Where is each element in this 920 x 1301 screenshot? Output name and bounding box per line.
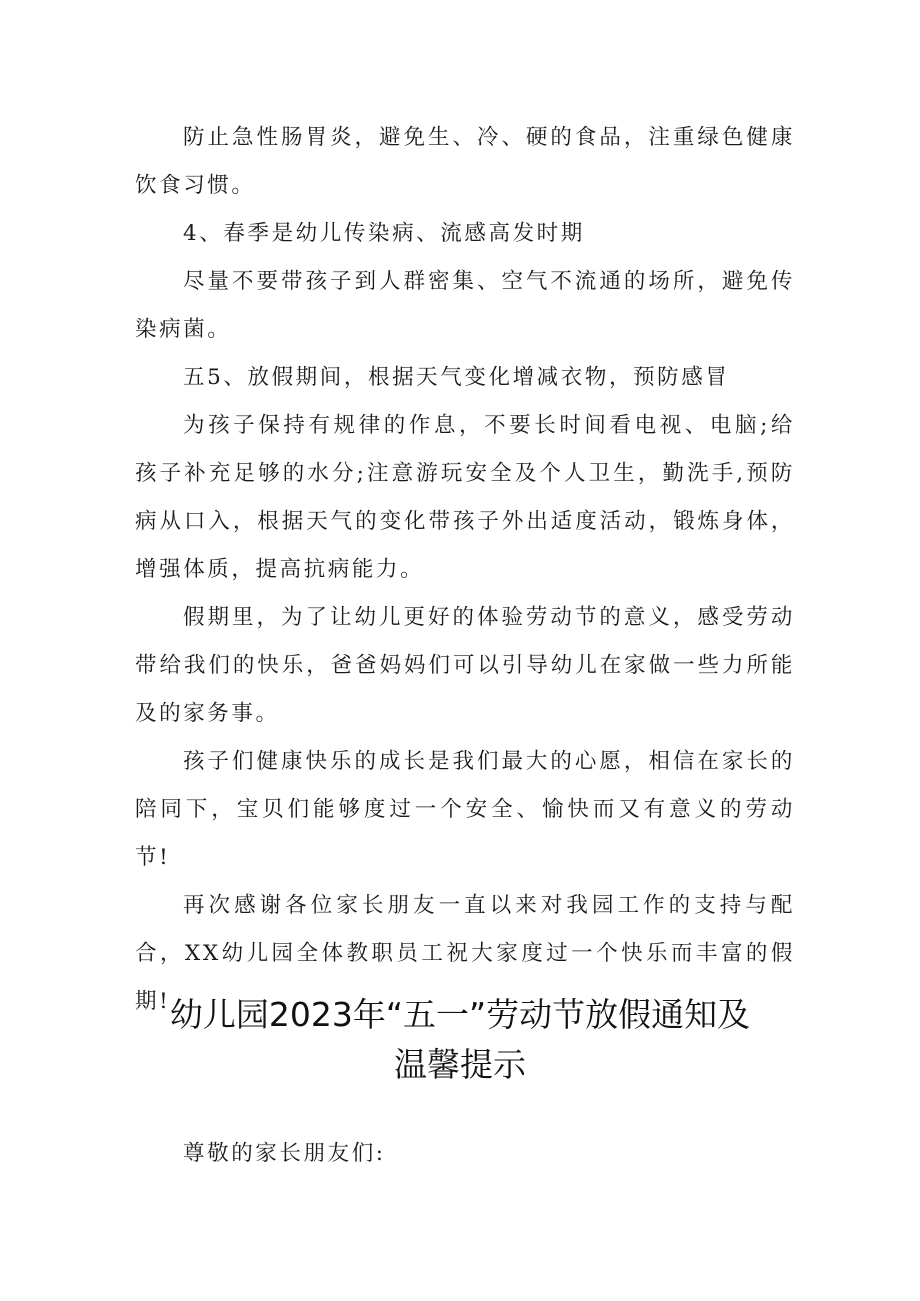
- greeting: 尊敬的家长朋友们:: [183, 1141, 386, 1166]
- paragraph-diet-tip: 防止急性肠胃炎，避免生、冷、硬的食品，注重绿色健康饮食习惯。: [135, 125, 795, 198]
- paragraph-crowd-tip: 尽量不要带孩子到人群密集、空气不流通的场所，避免传染病菌。: [135, 269, 795, 342]
- paragraph-housework: 假期里，为了让幼儿更好的体验劳动节的意义，感受劳动带给我们的快乐，爸爸妈妈们可以引导幼儿在家做一些力所能及的家务事。: [135, 605, 795, 726]
- notice-title-line2: 温馨提示: [394, 1045, 526, 1084]
- body-text: [135, 114, 795, 1026]
- tip-heading-4: 4、春季是幼儿传染病、流感高发时期: [183, 221, 585, 246]
- paragraph-wishes: 孩子们健康快乐的成长是我们最大的心愿，相信在家长的陪同下，宝贝们能够度过一个安全、愉快而又有意义的劳动节!: [135, 749, 795, 870]
- notice-title: [120, 990, 800, 1090]
- paragraph-thanks: 再次感谢各位家长朋友一直以来对我园工作的支持与配合，XX幼儿园全体教职员工祝大家度过一个快乐而丰富的假期!: [135, 893, 795, 1014]
- paragraph-routine-tip: 为孩子保持有规律的作息，不要长时间看电视、电脑;给孩子补充足够的水分;注意游玩安全及个人卫生，勤洗手,预防病从口入，根据天气的变化带孩子外出适度活动，锻炼身体，增强体质，提高抗病能力。: [135, 413, 795, 582]
- notice-title-line1: 幼儿园2023年“五一”劳动节放假通知及: [169, 995, 751, 1034]
- tip-heading-5: 五5、放假期间，根据天气变化增减衣物，预防感冒: [183, 365, 730, 390]
